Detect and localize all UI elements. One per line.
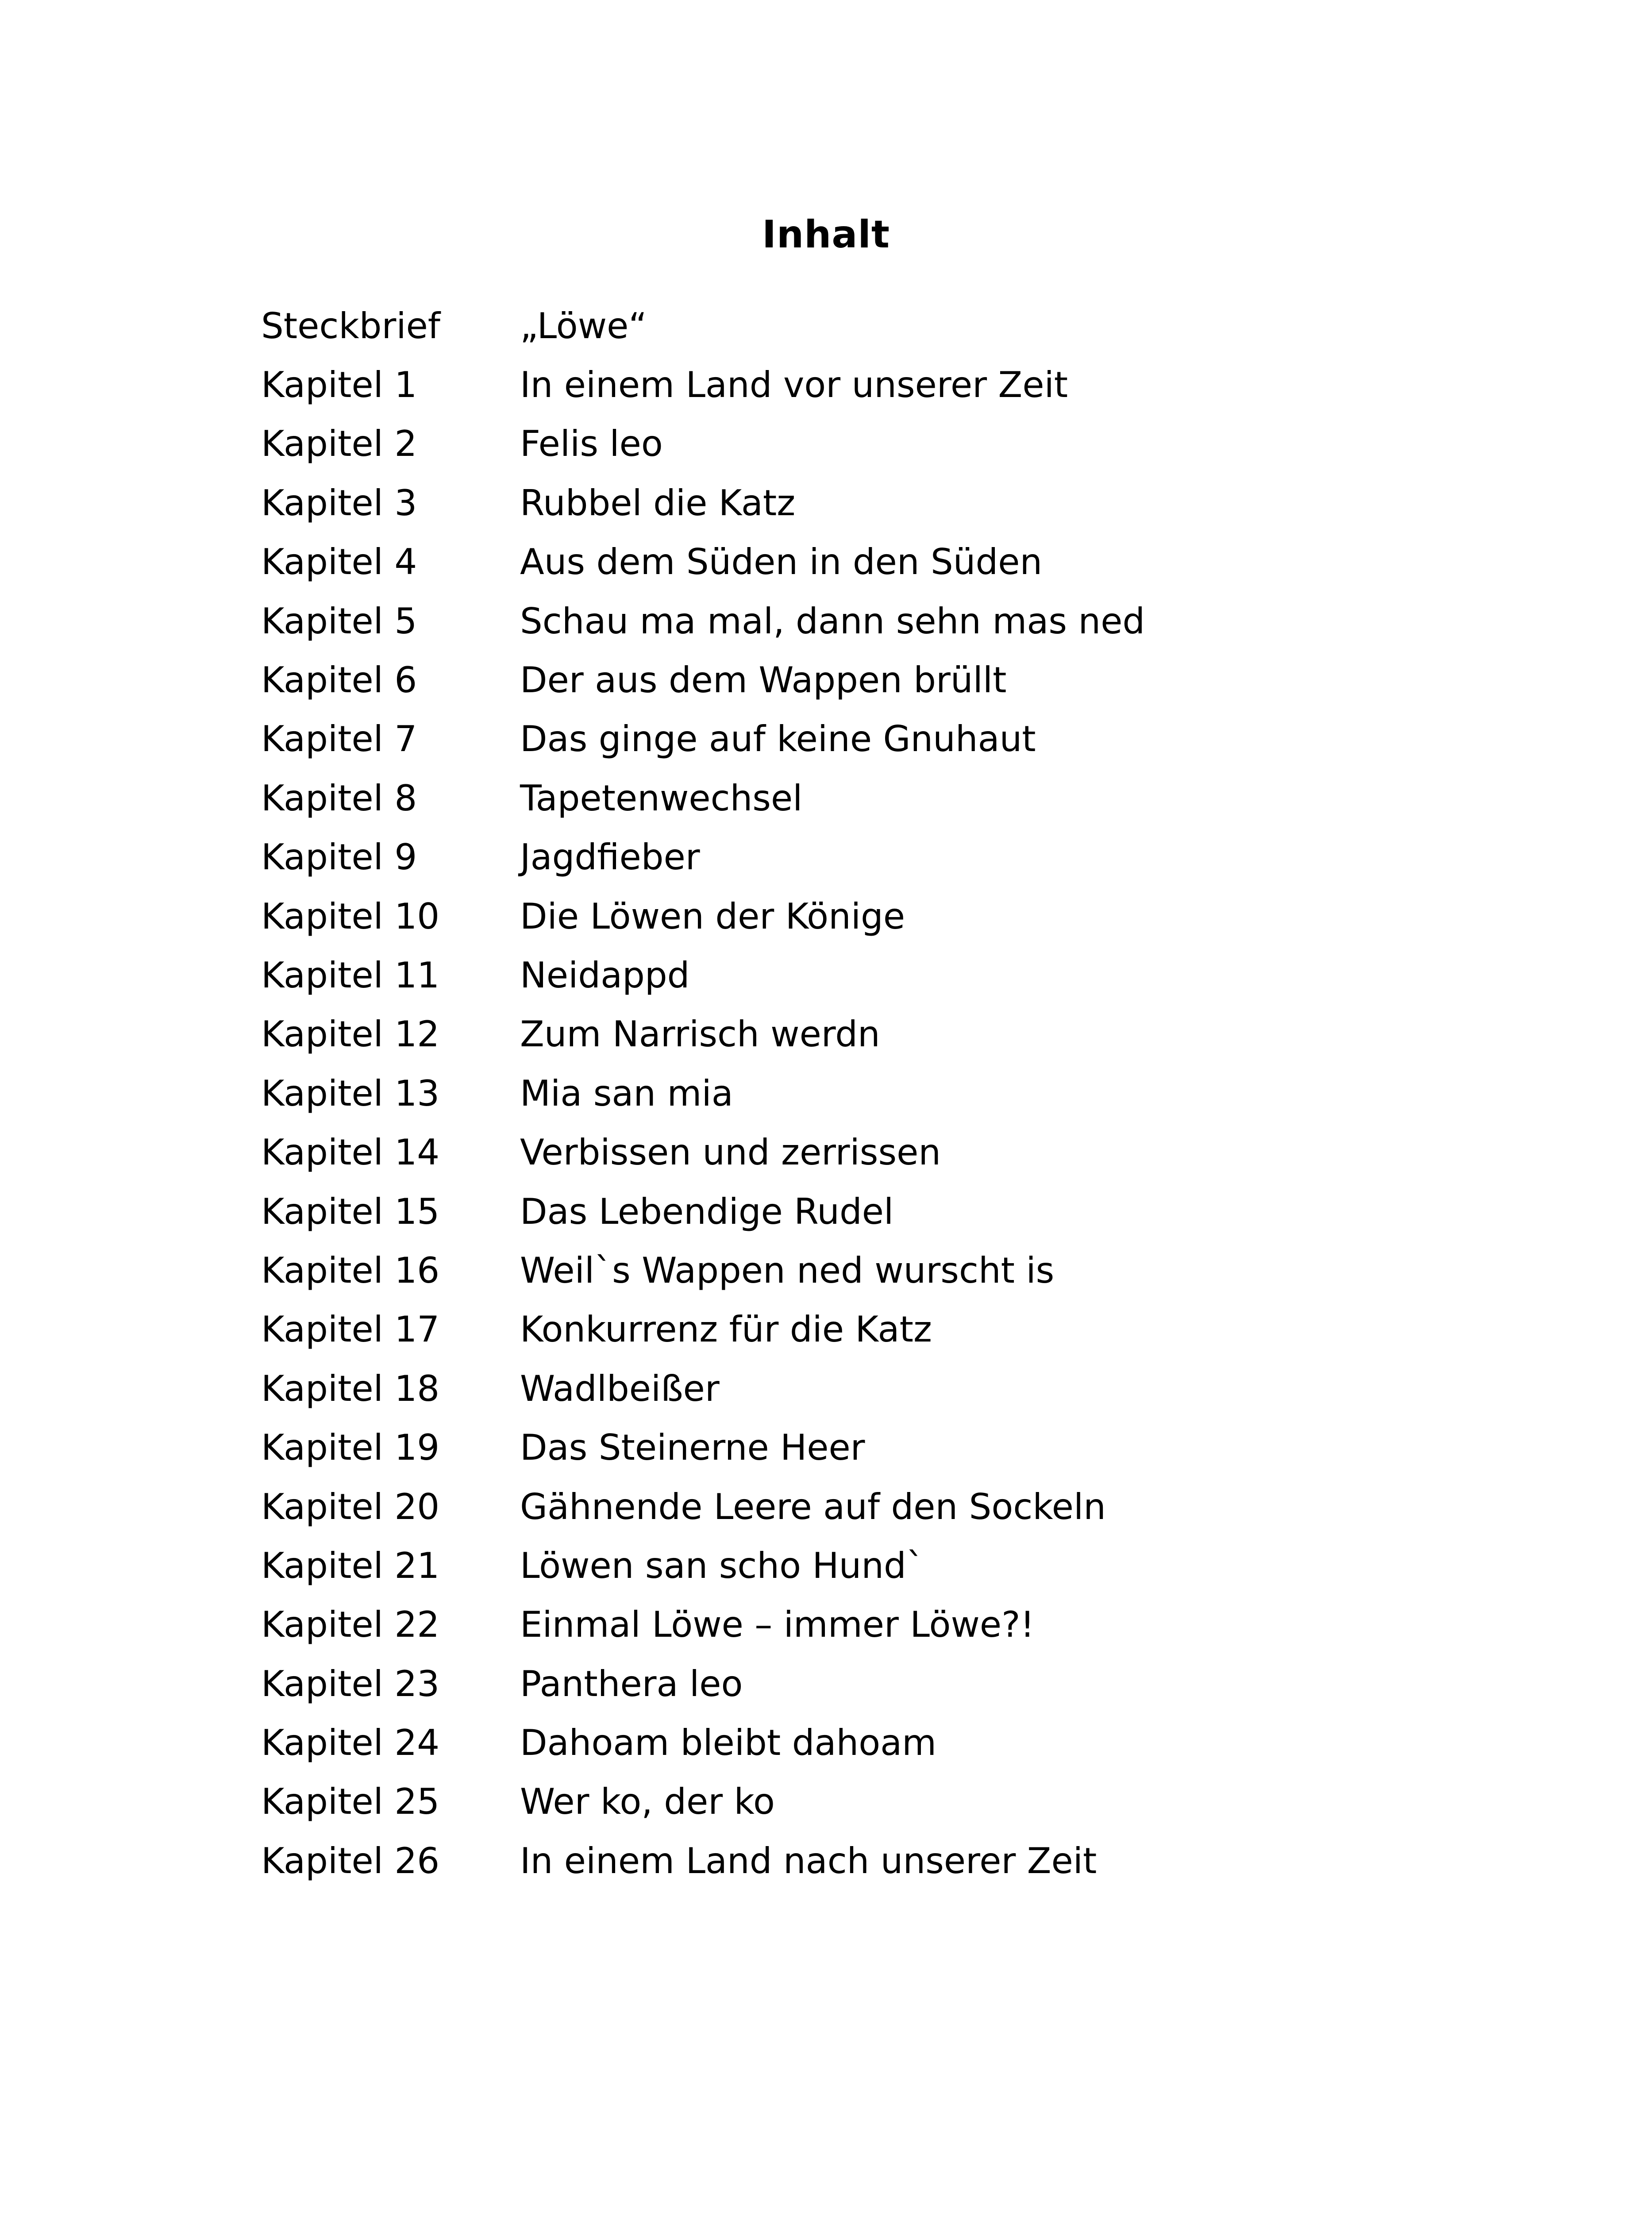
- toc-entry-title: Weil`s Wappen ned wurscht is: [520, 1249, 1055, 1291]
- toc-entry-kapitel-7: [261, 710, 1145, 769]
- toc-entry-label: Kapitel 2: [261, 423, 417, 465]
- toc-entry-kapitel-11: [261, 946, 1145, 1005]
- toc-entry-title: Die Löwen der Könige: [520, 895, 905, 937]
- toc-entry-title: Rubbel die Katz: [520, 482, 796, 524]
- toc-entry-label: Kapitel 23: [261, 1663, 440, 1704]
- toc-entry-kapitel-9: [261, 828, 1145, 887]
- toc-entry-title: Löwen san scho Hund`: [520, 1545, 924, 1586]
- toc-entry-label: Kapitel 14: [261, 1132, 440, 1173]
- toc-entry-title: Aus dem Süden in den Süden: [520, 541, 1043, 583]
- toc-entry-kapitel-10: [261, 887, 1145, 946]
- toc-entry-kapitel-15: [261, 1182, 1145, 1241]
- toc-entry-title: Dahoam bleibt dahoam: [520, 1722, 937, 1764]
- toc-entry-kapitel-2: [261, 415, 1145, 474]
- toc-entry-title: Tapetenwechsel: [520, 777, 803, 819]
- toc-entry-title: Wer ko, der ko: [520, 1781, 775, 1823]
- toc-entry-title: Zum Narrisch werdn: [520, 1014, 880, 1055]
- toc-entry-title: Mia san mia: [520, 1072, 733, 1114]
- toc-entry-title: Konkurrenz für die Katz: [520, 1309, 932, 1350]
- toc-entry-label: Kapitel 26: [261, 1840, 440, 1881]
- toc-entry-kapitel-26: [261, 1831, 1145, 1890]
- toc-entry-kapitel-5: [261, 592, 1145, 651]
- toc-entry-label: Kapitel 18: [261, 1368, 440, 1409]
- toc-entry-kapitel-21: [261, 1536, 1145, 1595]
- toc-entry-kapitel-25: [261, 1773, 1145, 1831]
- toc-entry-label: Kapitel 24: [261, 1722, 440, 1764]
- toc-entry-kapitel-17: [261, 1300, 1145, 1359]
- toc-entry-kapitel-19: [261, 1418, 1145, 1477]
- table-of-contents: [261, 297, 1145, 1891]
- toc-entry-title: Verbissen und zerrissen: [520, 1132, 941, 1173]
- page-title: Inhalt: [762, 212, 890, 257]
- toc-entry-label: Kapitel 25: [261, 1781, 440, 1823]
- toc-entry-kapitel-4: [261, 533, 1145, 592]
- toc-entry-title: In einem Land nach unserer Zeit: [520, 1840, 1097, 1881]
- toc-entry-title: Neidappd: [520, 954, 690, 996]
- toc-entry-label: Kapitel 15: [261, 1191, 440, 1232]
- toc-entry-label: Kapitel 6: [261, 659, 417, 701]
- toc-entry-label: Kapitel 9: [261, 837, 417, 878]
- toc-entry-kapitel-6: [261, 651, 1145, 709]
- toc-entry-title: Schau ma mal, dann sehn mas ned: [520, 600, 1145, 642]
- toc-entry-label: Steckbrief: [261, 305, 440, 347]
- toc-entry-kapitel-3: [261, 474, 1145, 532]
- toc-entry-kapitel-16: [261, 1241, 1145, 1300]
- toc-entry-label: Kapitel 17: [261, 1309, 440, 1350]
- toc-entry-label: Kapitel 1: [261, 364, 417, 406]
- toc-entry-label: Kapitel 21: [261, 1545, 440, 1586]
- toc-entry-label: Kapitel 7: [261, 718, 417, 760]
- toc-entry-kapitel-23: [261, 1654, 1145, 1713]
- toc-entry-title: Felis leo: [520, 423, 663, 465]
- toc-entry-title: Das Steinerne Heer: [520, 1427, 865, 1469]
- toc-entry-label: Kapitel 13: [261, 1072, 440, 1114]
- toc-entry-kapitel-14: [261, 1123, 1145, 1182]
- toc-entry-kapitel-18: [261, 1359, 1145, 1418]
- toc-entry-label: Kapitel 20: [261, 1486, 440, 1527]
- toc-entry-kapitel-24: [261, 1713, 1145, 1772]
- toc-entry-kapitel-22: [261, 1596, 1145, 1654]
- toc-entry-title: Gähnende Leere auf den Sockeln: [520, 1486, 1106, 1527]
- toc-entry-steckbrief: [261, 297, 1145, 355]
- toc-entry-kapitel-20: [261, 1477, 1145, 1536]
- toc-entry-title: Das Lebendige Rudel: [520, 1191, 894, 1232]
- toc-entry-title: „Löwe“: [520, 305, 647, 347]
- toc-entry-kapitel-1: [261, 355, 1145, 414]
- toc-entry-title: Der aus dem Wappen brüllt: [520, 659, 1007, 701]
- toc-entry-label: Kapitel 19: [261, 1427, 440, 1469]
- toc-entry-title: Einmal Löwe – immer Löwe?!: [520, 1604, 1035, 1646]
- toc-entry-kapitel-12: [261, 1005, 1145, 1064]
- toc-entry-label: Kapitel 22: [261, 1604, 440, 1646]
- toc-entry-title: Panthera leo: [520, 1663, 743, 1704]
- toc-entry-label: Kapitel 11: [261, 954, 440, 996]
- toc-entry-title: Jagdfieber: [520, 837, 700, 878]
- toc-entry-label: Kapitel 4: [261, 541, 417, 583]
- toc-entry-kapitel-13: [261, 1064, 1145, 1123]
- toc-entry-label: Kapitel 8: [261, 777, 417, 819]
- toc-entry-label: Kapitel 16: [261, 1249, 440, 1291]
- toc-entry-kapitel-8: [261, 769, 1145, 828]
- toc-entry-label: Kapitel 10: [261, 895, 440, 937]
- toc-entry-label: Kapitel 5: [261, 600, 417, 642]
- toc-entry-title: In einem Land vor unserer Zeit: [520, 364, 1068, 406]
- toc-entry-title: Das ginge auf keine Gnuhaut: [520, 718, 1036, 760]
- toc-entry-label: Kapitel 12: [261, 1014, 440, 1055]
- toc-entry-title: Wadlbeißer: [520, 1368, 720, 1409]
- toc-entry-label: Kapitel 3: [261, 482, 417, 524]
